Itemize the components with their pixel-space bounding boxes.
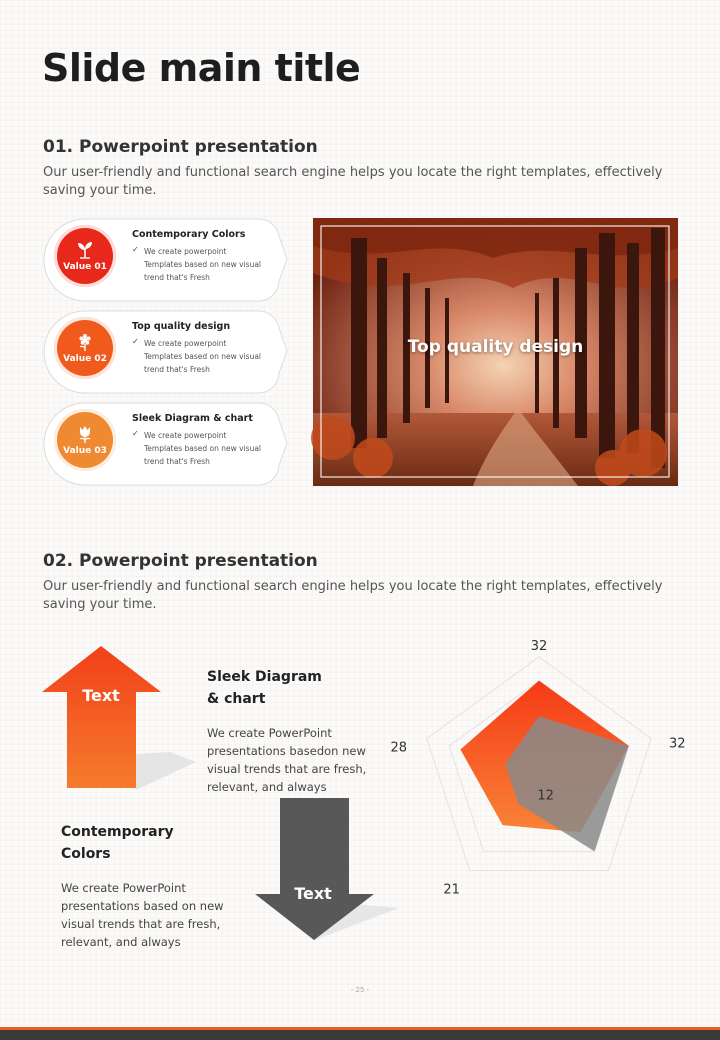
sprout-icon [75, 240, 95, 260]
radar-value-label: 32 [530, 639, 548, 654]
value-title: Sleek Diagram & chart [132, 413, 253, 424]
block-1-title-line-2: & chart [207, 691, 266, 707]
section-2-heading: 02. Powerpoint presentation [43, 551, 318, 571]
value-circle [54, 225, 116, 287]
block-1-text-line: We create PowerPoint [207, 726, 332, 740]
radar-chart [390, 639, 686, 920]
photo-caption: Top quality design [407, 337, 584, 357]
block-1-text-line: visual trends that are fresh, [207, 762, 367, 776]
value-label: Value 01 [63, 262, 107, 272]
page-number: - 25 - [350, 986, 370, 994]
radar-series [460, 681, 628, 852]
radar-value-label: 21 [443, 882, 460, 898]
block-2-text-line: visual trends that are fresh, [61, 917, 221, 931]
tulip-icon [75, 424, 95, 444]
value-text: We create powerpoint Templates based on new visual trend that's Fresh [144, 339, 262, 374]
value-label: Value 02 [63, 354, 107, 364]
block-2-text-line: presentations based on new [61, 899, 224, 913]
radar-value-label: 28 [390, 740, 408, 756]
text-block-1 [207, 666, 397, 796]
value-title: Top quality design [132, 321, 231, 332]
check-icon: ✓ [132, 337, 139, 346]
flower-icon [75, 332, 95, 352]
down-arrow-label: Text [294, 884, 332, 903]
text-block-2 [61, 821, 251, 951]
value-item-3 [43, 402, 279, 484]
block-2-text-line: relevant, and always [61, 935, 181, 949]
check-icon: ✓ [132, 245, 139, 254]
footer-bar [0, 1027, 720, 1040]
page-title: Slide main title [42, 46, 361, 90]
down-arrow [253, 796, 403, 942]
value-title: Contemporary Colors [132, 229, 246, 240]
radar-value-label: 32 [668, 736, 686, 752]
section-2-text: Our user-friendly and functional search engine helps you locate the right templates, effectively saving your time. [43, 579, 663, 612]
check-icon: ✓ [132, 429, 139, 438]
block-1-text-line: relevant, and always [207, 780, 327, 794]
block-1-text-line: presentations basedon new [207, 744, 366, 758]
value-circle [54, 317, 116, 379]
block-2-title-line-2: Colors [61, 846, 111, 862]
block-2-title-line-1: Contemporary [61, 824, 174, 840]
block-2-text-line: We create PowerPoint [61, 881, 186, 895]
forest-photo [313, 218, 678, 486]
block-1-title-line-1: Sleek Diagram [207, 669, 322, 685]
section-1-heading: 01. Powerpoint presentation [43, 137, 318, 157]
up-arrow [40, 644, 200, 792]
value-circle [54, 409, 116, 471]
value-item-2 [43, 310, 279, 392]
up-arrow-label: Text [82, 686, 120, 705]
value-text: We create powerpoint Templates based on new visual trend that's Fresh [144, 247, 262, 282]
value-label: Value 03 [63, 446, 107, 456]
section-1-text: Our user-friendly and functional search engine helps you locate the right templates, effectively saving your time. [43, 165, 663, 198]
radar-value-label: 12 [537, 788, 554, 804]
value-item-1 [43, 218, 279, 300]
value-text: We create powerpoint Templates based on new visual trend that's Fresh [144, 431, 262, 466]
